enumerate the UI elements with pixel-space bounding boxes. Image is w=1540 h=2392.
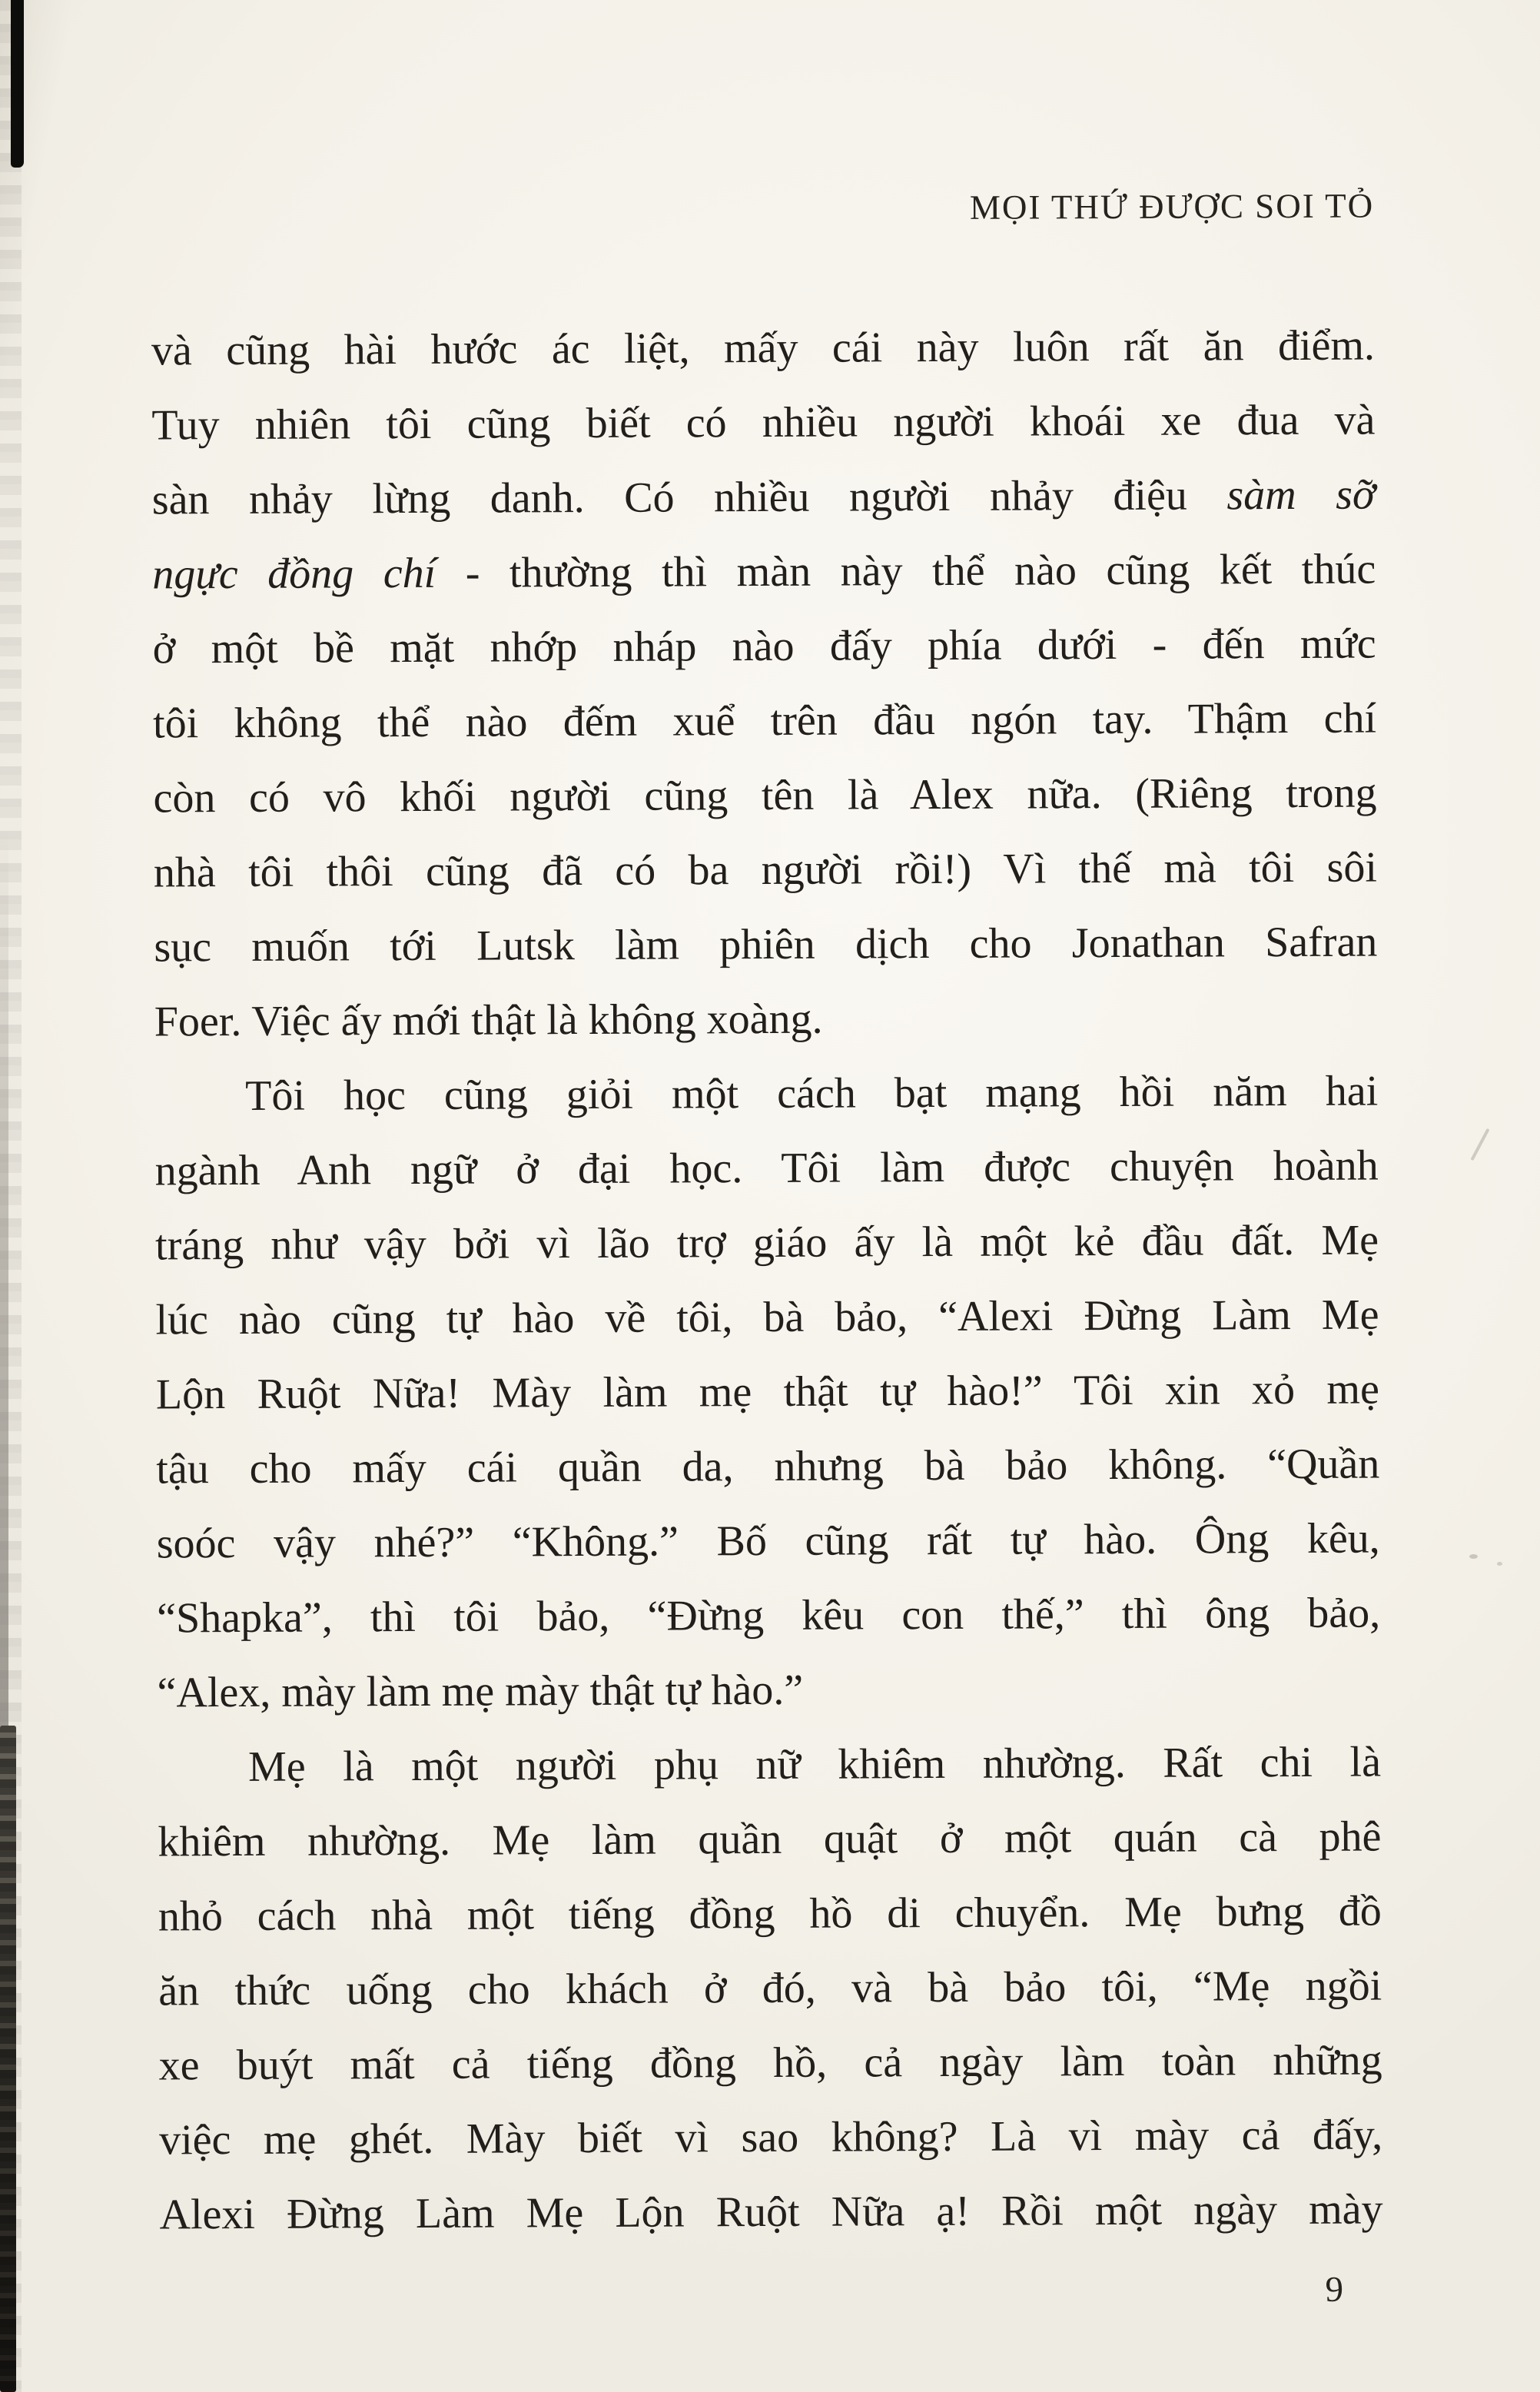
text-line bbox=[159, 2024, 1382, 2104]
text-segment: nhỏ cách nhà một tiếng đồng hồ di chuyển. Mẹ bưng đồ bbox=[158, 1887, 1382, 1941]
text-segment: Mẹ là một người phụ nữ khiêm nhường. Rất chi là bbox=[247, 1738, 1382, 1791]
text-line bbox=[153, 682, 1376, 762]
text-segment: ăn thức uống cho khách ở đó, và bà bảo tôi, “Mẹ ngồi bbox=[158, 1962, 1382, 2015]
body-text bbox=[151, 309, 1383, 2253]
text-segment: khiêm nhường. Mẹ làm quần quật ở một quán cà phê bbox=[158, 1812, 1382, 1866]
text-line bbox=[158, 1949, 1382, 2029]
scan-speck bbox=[1469, 1554, 1478, 1559]
paragraph bbox=[158, 1726, 1383, 2253]
text-segment: “Shapka”, thì tôi bảo, “Đừng kêu con thế,” thì ông bảo, bbox=[157, 1589, 1381, 1643]
text-line bbox=[158, 1800, 1381, 1880]
text-segment: Tuy nhiên tôi cũng biết có nhiều người khoái xe đua và bbox=[151, 396, 1376, 450]
paragraph bbox=[151, 309, 1378, 1060]
text-segment: còn có vô khối người cũng tên là Alex nữa. (Riêng trong bbox=[153, 769, 1377, 822]
text-segment: soóc vậy nhé?” “Không.” Bố cũng rất tự hào. Ông kêu, bbox=[156, 1514, 1380, 1568]
scan-scratch bbox=[1470, 1128, 1489, 1161]
text-line bbox=[158, 1726, 1381, 1806]
text-line bbox=[157, 1502, 1380, 1582]
text-segment: xe buýt mất cả tiếng đồng hồ, cả ngày làm toàn những bbox=[158, 2036, 1382, 2090]
scan-speck bbox=[1497, 1562, 1502, 1566]
page-content bbox=[150, 0, 1384, 2392]
text-segment: sục muốn tới Lutsk làm phiên dịch cho Jonathan Safran bbox=[154, 918, 1378, 972]
text-line bbox=[152, 533, 1376, 613]
text-line bbox=[155, 1278, 1379, 1358]
text-line bbox=[154, 980, 1378, 1060]
text-segment: Foer. Việc ấy mới thật là không xoàng. bbox=[154, 995, 823, 1046]
text-segment: ngành Anh ngữ ở đại học. Tôi làm được chuyện hoành bbox=[154, 1141, 1379, 1195]
text-line bbox=[151, 309, 1375, 389]
page-number: 9 bbox=[1325, 2269, 1344, 2310]
text-segment: Lộn Ruột Nữa! Mày làm mẹ thật tự hào!” Tôi xin xỏ mẹ bbox=[155, 1365, 1380, 1419]
paragraph bbox=[154, 1055, 1381, 1731]
italic-text-segment: ngực đồng chí bbox=[152, 549, 436, 599]
text-segment: “Alex, mày làm mẹ mày thật tự hào.” bbox=[157, 1666, 804, 1717]
text-line bbox=[159, 2172, 1382, 2252]
text-segment: tráng như vậy bởi vì lão trợ giáo ấy là một kẻ đầu đất. Mẹ bbox=[154, 1216, 1379, 1270]
text-segment: nhà tôi thôi cũng đã có ba người rồi!) Vì thế mà tôi sôi bbox=[153, 843, 1378, 897]
text-segment: tôi không thể nào đếm xuể trên đầu ngón tay. Thậm chí bbox=[152, 694, 1377, 748]
text-segment: Alexi Đừng Làm Mẹ Lộn Ruột Nữa ạ! Rồi một ngày mày bbox=[159, 2185, 1383, 2239]
text-line bbox=[159, 2098, 1382, 2178]
italic-text-segment: sàm sỡ bbox=[1226, 470, 1376, 520]
text-segment: sàn nhảy lừng danh. Có nhiều người nhảy điệu bbox=[151, 471, 1227, 524]
text-segment: - thường thì màn này thể nào cũng kết thúc bbox=[436, 545, 1376, 597]
text-line bbox=[155, 1204, 1379, 1284]
scan-edge-shade-mid bbox=[0, 830, 8, 1733]
text-line bbox=[154, 831, 1377, 911]
text-segment: Tôi học cũng giỏi một cách bạt mạng hồi năm hai bbox=[245, 1067, 1379, 1120]
text-line bbox=[153, 756, 1376, 836]
text-segment: lúc nào cũng tự hào về tôi, bà bảo, “Alexi Đừng Làm Mẹ bbox=[155, 1291, 1379, 1344]
scan-edge-band-bottom bbox=[0, 1726, 16, 2392]
text-segment: tậu cho mấy cái quần da, nhưng bà bảo không. “Quần bbox=[156, 1440, 1380, 1493]
text-line bbox=[158, 1875, 1382, 1955]
text-line bbox=[152, 458, 1376, 538]
text-line bbox=[152, 607, 1376, 687]
text-segment: ở một bề mặt nhớp nháp nào đấy phía dưới - đến mức bbox=[152, 620, 1376, 673]
scan-edge-mark-top bbox=[11, 0, 24, 168]
running-header: MỌI THỨ ĐƯỢC SOI TỎ bbox=[969, 186, 1375, 227]
text-line bbox=[151, 384, 1375, 463]
text-line bbox=[154, 1129, 1378, 1209]
text-line bbox=[154, 905, 1377, 985]
text-line bbox=[156, 1427, 1379, 1507]
text-line bbox=[154, 1055, 1378, 1135]
text-line bbox=[156, 1353, 1379, 1433]
text-segment: và cũng hài hước ác liệt, mấy cái này luôn rất ăn điểm. bbox=[151, 321, 1376, 375]
text-line bbox=[157, 1576, 1380, 1656]
text-line bbox=[157, 1651, 1380, 1731]
text-segment: việc mẹ ghét. Mày biết vì sao không? Là vì mày cả đấy, bbox=[159, 2111, 1383, 2164]
